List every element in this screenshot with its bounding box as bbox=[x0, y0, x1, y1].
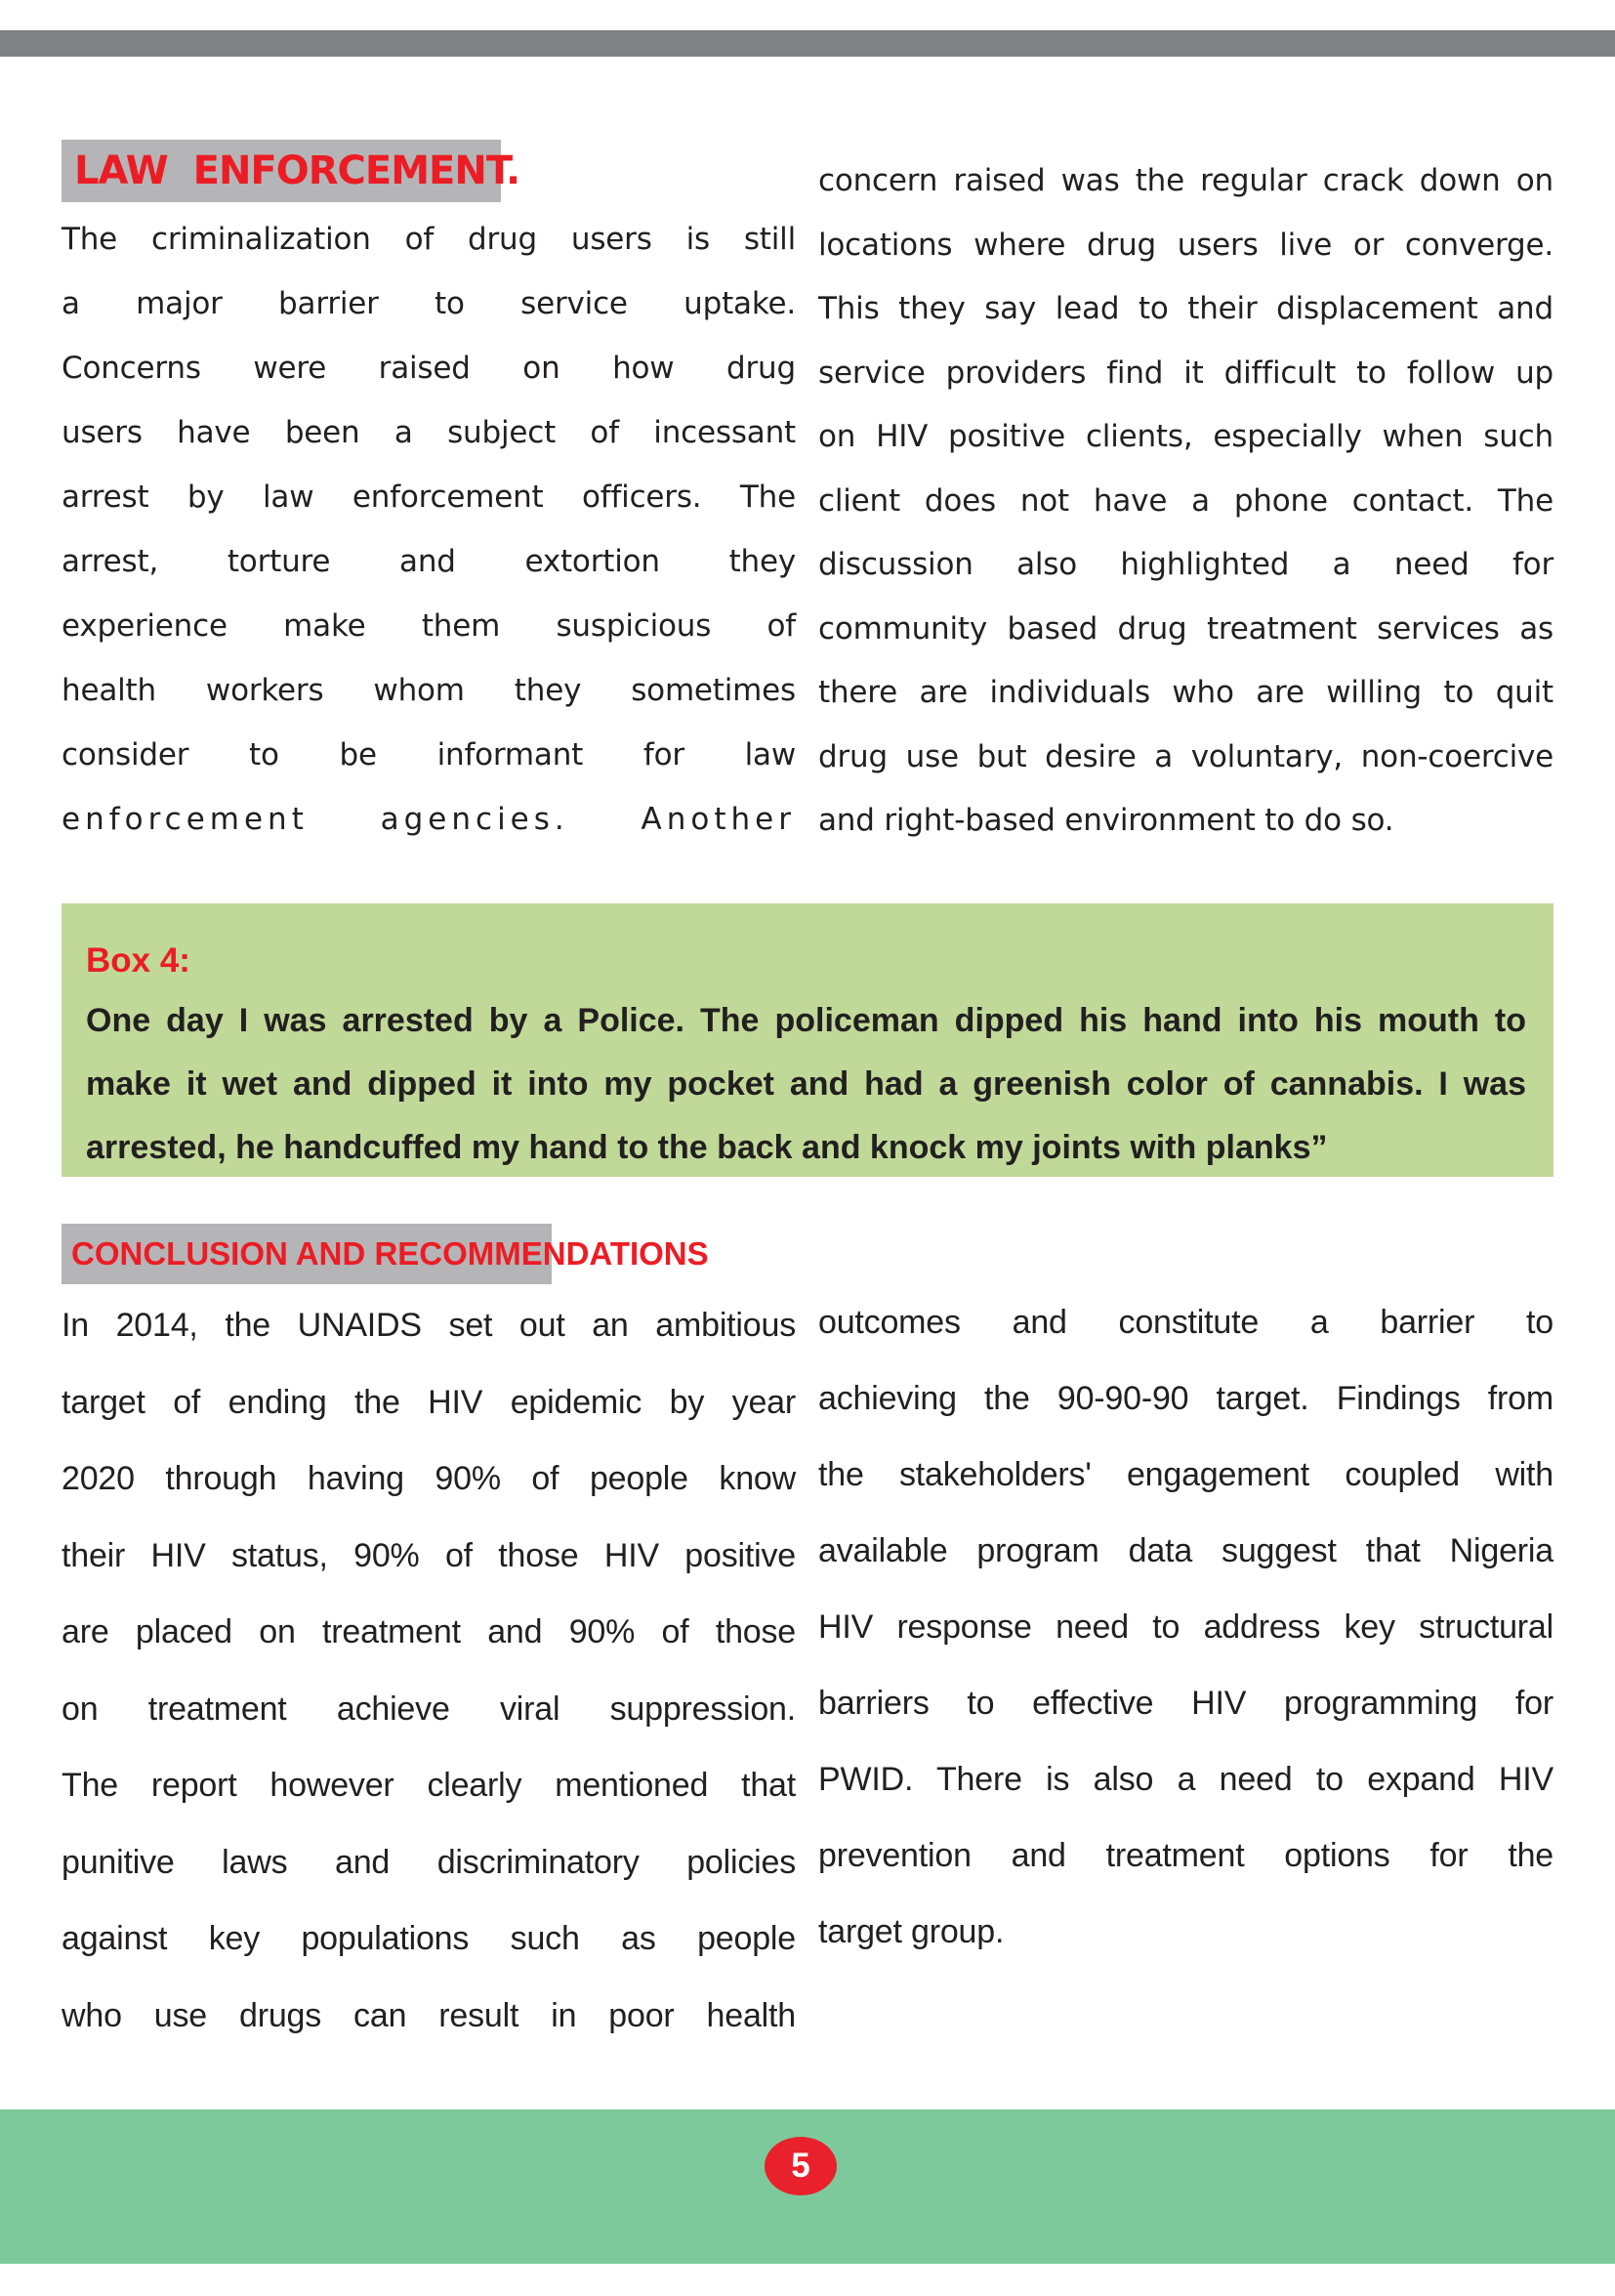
paragraph-line: In 2014, the UNAIDS set out an ambitious bbox=[62, 1307, 796, 1344]
paragraph-line: available program data suggest that Nigeria bbox=[818, 1532, 1553, 1569]
page-number-badge bbox=[765, 2137, 837, 2195]
paragraph-line: health workers whom they sometimes bbox=[62, 673, 796, 708]
paragraph-line: outcomes and constitute a barrier to bbox=[818, 1304, 1553, 1341]
top-divider-bar bbox=[0, 30, 1615, 57]
box4-quote-panel bbox=[62, 903, 1553, 1177]
paragraph-line: The criminalization of drug users is still bbox=[62, 222, 796, 257]
footer-bar bbox=[0, 2109, 1615, 2264]
law-enforcement-left-column bbox=[62, 207, 796, 852]
paragraph-line: a major barrier to service uptake. bbox=[62, 286, 796, 321]
paragraph-line: on HIV positive clients, especially when such bbox=[818, 419, 1553, 454]
paragraph-line: drug use but desire a voluntary, non-coercive bbox=[818, 738, 1553, 774]
law-enforcement-heading bbox=[62, 140, 520, 202]
law-enforcement-right-column bbox=[818, 149, 1553, 854]
paragraph-line: who use drugs can result in poor health bbox=[62, 1996, 796, 2034]
paragraph-line: and right-based environment to do so. bbox=[818, 803, 1394, 838]
paragraph-line: their HIV status, 90% of those HIV positive bbox=[62, 1536, 796, 1574]
paragraph-line: The report however clearly mentioned that bbox=[62, 1767, 796, 1804]
paragraph-line: prevention and treatment options for the bbox=[818, 1837, 1553, 1874]
quote-line: One day I was arrested by a Police. The policeman dipped his hand into his mouth to bbox=[86, 1002, 1526, 1039]
paragraph-line: against key populations such as people bbox=[62, 1920, 796, 1957]
page-number: 5 bbox=[791, 2147, 810, 2185]
paragraph-line: This they say lead to their displacement and bbox=[818, 291, 1553, 326]
paragraph-line: 2020 through having 90% of people know bbox=[62, 1460, 796, 1497]
paragraph-line: service providers find it difficult to follow up bbox=[818, 355, 1553, 391]
paragraph-line: barriers to effective HIV programming for bbox=[818, 1685, 1553, 1722]
paragraph-line: arrest, torture and extortion they bbox=[62, 544, 796, 579]
quote-line: make it wet and dipped it into my pocket and had a greenish color of cannabis. I was bbox=[86, 1065, 1526, 1103]
paragraph-line: concern raised was the regular crack down on bbox=[818, 163, 1553, 198]
paragraph-line: Concerns were raised on how drug bbox=[62, 351, 796, 386]
law-enforcement-heading-text: LAW ENFORCEMENT. bbox=[74, 148, 520, 193]
paragraph-line: achieving the 90-90-90 target. Findings from bbox=[818, 1380, 1553, 1417]
paragraph-line: punitive laws and discriminatory policies bbox=[62, 1843, 796, 1881]
paragraph-line: locations where drug users live or converge. bbox=[818, 227, 1553, 263]
paragraph-line: discussion also highlighted a need for bbox=[818, 547, 1553, 582]
paragraph-line: consider to be informant for law bbox=[62, 737, 796, 772]
paragraph-line: client does not have a phone contact. The bbox=[818, 482, 1553, 519]
paragraph-line: on treatment achieve viral suppression. bbox=[62, 1690, 796, 1728]
conclusion-heading-text: CONCLUSION AND RECOMMENDATIONS bbox=[71, 1235, 709, 1272]
conclusion-heading bbox=[62, 1224, 709, 1284]
paragraph-line: the stakeholders' engagement coupled with bbox=[818, 1456, 1553, 1493]
paragraph-line: experience make them suspicious of bbox=[62, 608, 796, 644]
quote-line: arrested, he handcuffed my hand to the back and knock my joints with planks” bbox=[86, 1129, 1328, 1166]
paragraph-line: target group. bbox=[818, 1913, 1005, 1950]
paragraph-line: enforcement agencies. Another bbox=[62, 802, 796, 837]
conclusion-left-column bbox=[62, 1287, 796, 2054]
paragraph-line: are placed on treatment and 90% of those bbox=[62, 1613, 796, 1650]
paragraph-line: community based drug treatment services as bbox=[818, 610, 1553, 647]
paragraph-line: there are individuals who are willing to quit bbox=[818, 675, 1553, 710]
paragraph-line: target of ending the HIV epidemic by year bbox=[62, 1383, 796, 1421]
paragraph-line: PWID. There is also a need to expand HIV bbox=[818, 1761, 1553, 1798]
box4-label: Box 4: bbox=[86, 941, 190, 980]
paragraph-line: users have been a subject of incessant bbox=[62, 415, 796, 450]
conclusion-right-column bbox=[818, 1284, 1553, 1970]
paragraph-line: arrest by law enforcement officers. The bbox=[62, 480, 796, 515]
paragraph-line: HIV response need to address key structural bbox=[818, 1608, 1553, 1646]
